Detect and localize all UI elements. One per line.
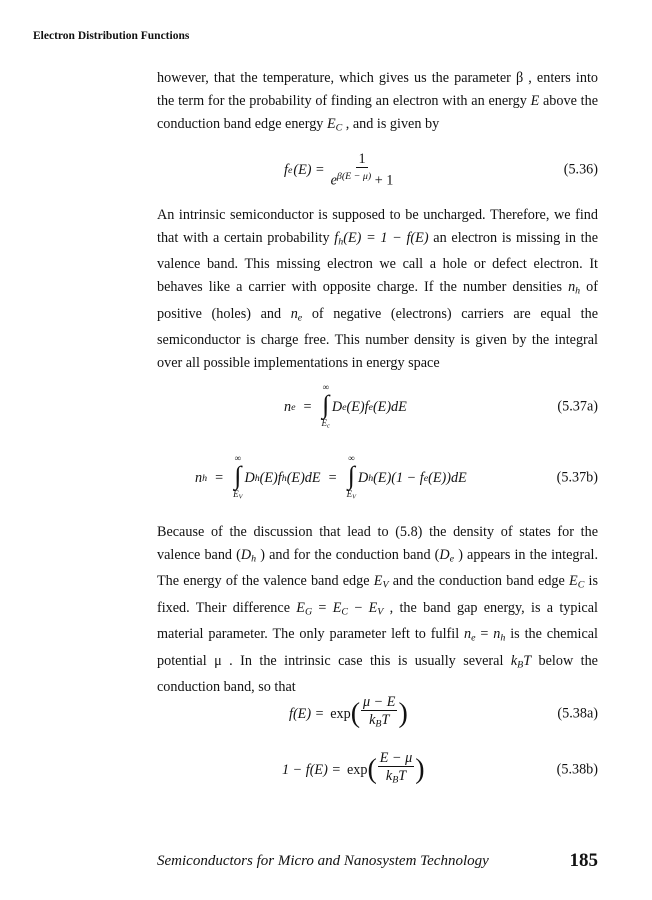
integral-sign: ∞ ∫ $E_V$ xyxy=(346,453,356,501)
equation-body: 1 − f(E) = exp ( $\frac{E - \mu}{k_BT}$ ) xyxy=(282,750,425,786)
paragraph-2: An intrinsic semiconductor is supposed to be uncharged. Therefore, we find that with a certain probability $f_h(E) = 1 - f(E)$ an electron is missing in the valence band. This missing electron we call a hole or defect electron. It behaves like a carrier with opposite charge. If the number densities $n_h$ of positive (holes) and $n_e$ of negative (electrons) carriers are equal the semiconductor is charge free. This number density is given by the integral over all possible implementations in energy space xyxy=(157,207,598,372)
equation-body: f(E) = exp ( $\frac{\mu - E}{k_BT}$ ) xyxy=(289,694,408,730)
book-title: Semiconductors for Micro and Nanosystem Technology xyxy=(157,853,489,869)
equation-5-37b xyxy=(157,443,598,513)
text: , and is given by xyxy=(342,116,440,132)
page-footer xyxy=(157,850,598,871)
equation-body: n e = ∞ ∫ $E_c$ D e (E)f e (E)dE xyxy=(284,382,407,430)
fraction: $\frac{1}{e^{\beta(E - \mu)} + 1}$ xyxy=(330,150,394,189)
equation-body: n h = ∞ ∫ $E_V$ D h (E)f h (E)dE = ∞ ∫ $E_V$ D h (E)(1 − f e (E))dE xyxy=(195,453,467,501)
text: above the conduction band edge energy xyxy=(157,93,598,132)
math-E: E xyxy=(530,93,540,109)
paragraph-3: Because of the discussion that lead to (5.8) the density of states for the valence band ($D_h$ ) and for the conduction band ($D_e$ ) appears in the integral. The energy of the valence band edge $E_V$ and the conduction band edge $E_C$ is fixed. Their difference $E_G = E_C - E_V$ , the band gap energy, is a typical material parameter. The only parameter left to fulfil $n_e = n_h$ is the chemical potential μ . In the intrinsic case this is usually several $k_BT$ below the conduction band, so that xyxy=(157,524,599,696)
equation-5-38a xyxy=(157,690,598,738)
equation-5-36 xyxy=(157,146,598,194)
equation-number: (5.38a) xyxy=(557,705,598,722)
equation-number: (5.37b) xyxy=(556,469,598,486)
equation-number: (5.38b) xyxy=(556,761,598,778)
equation-number: (5.37a) xyxy=(557,398,598,415)
text: however, that the temperature, which gives us the parameter β , enters into the term for the probability of finding an electron with an energy xyxy=(157,70,598,109)
equation-body: f e (E) = $\frac{1}{e^{\beta(E - \mu)} + 1}$ xyxy=(284,150,394,189)
equation-number: (5.36) xyxy=(563,161,598,178)
paragraph-1 xyxy=(157,67,598,139)
integral-sign: ∞ ∫ $E_c$ xyxy=(321,382,330,430)
integral-sign: ∞ ∫ $E_V$ xyxy=(233,453,243,501)
equation-5-38b xyxy=(157,746,598,794)
equation-5-37a xyxy=(157,372,598,442)
page-number: 185 xyxy=(569,850,598,871)
running-head: Electron Distribution Functions xyxy=(33,30,190,42)
math-EC: $E_C$ xyxy=(326,116,343,134)
